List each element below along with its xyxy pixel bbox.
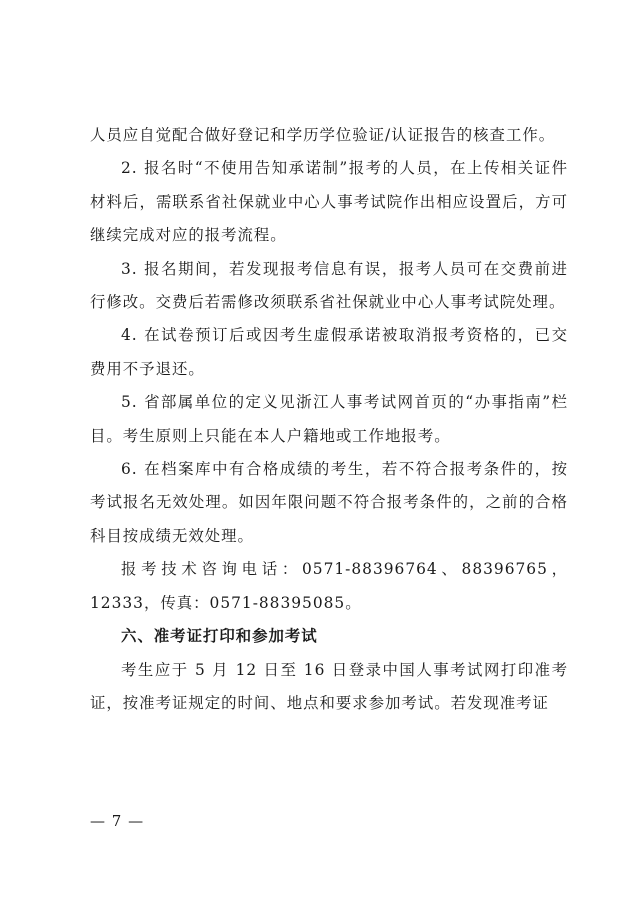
paragraph-item-4: 4. 在试卷预订后或因考生虚假承诺被取消报考资格的，已交费用不予退还。 (90, 326, 568, 378)
paragraph-contact: 报考技术咨询电话：0571-88396764、88396765，12333，传真：0571-88395085。 (90, 560, 568, 612)
section-heading: 六、准考证打印和参加考试 (121, 627, 318, 646)
paragraph-item-5: 5. 省部属单位的定义见浙江人事考试网首页的“办事指南”栏目。考生原则上只能在本人户籍地或工作地报考。 (90, 393, 568, 445)
paragraph-item-3: 3. 报名期间，若发现报考信息有误，报考人员可在交费前进行修改。交费后若需修改须联系省社保就业中心人事考试院处理。 (90, 259, 568, 312)
document-body (90, 119, 568, 720)
paragraph-continuation: 人员应自觉配合做好登记和学历学位验证/认证报告的核查工作。 (90, 126, 556, 144)
paragraph-item-2: 2. 报名时“不使用告知承诺制”报考的人员，在上传相关证件材料后，需联系省社保就业中心人事考试院作出相应设置后，方可继续完成对应的报考流程。 (90, 159, 568, 245)
section-paragraph: 考生应于 5 月 12 日至 16 日登录中国人事考试网打印准考证，按准考证规定的时间、地点和要求参加考试。若发现准考证 (90, 660, 568, 712)
page-number: — 7 — (90, 812, 145, 830)
paragraph-item-6: 6. 在档案库中有合格成绩的考生，若不符合报考条件的，按考试报名无效处理。如因年限问题不符合报考条件的，之前的合格科目按成绩无效处理。 (90, 460, 568, 545)
